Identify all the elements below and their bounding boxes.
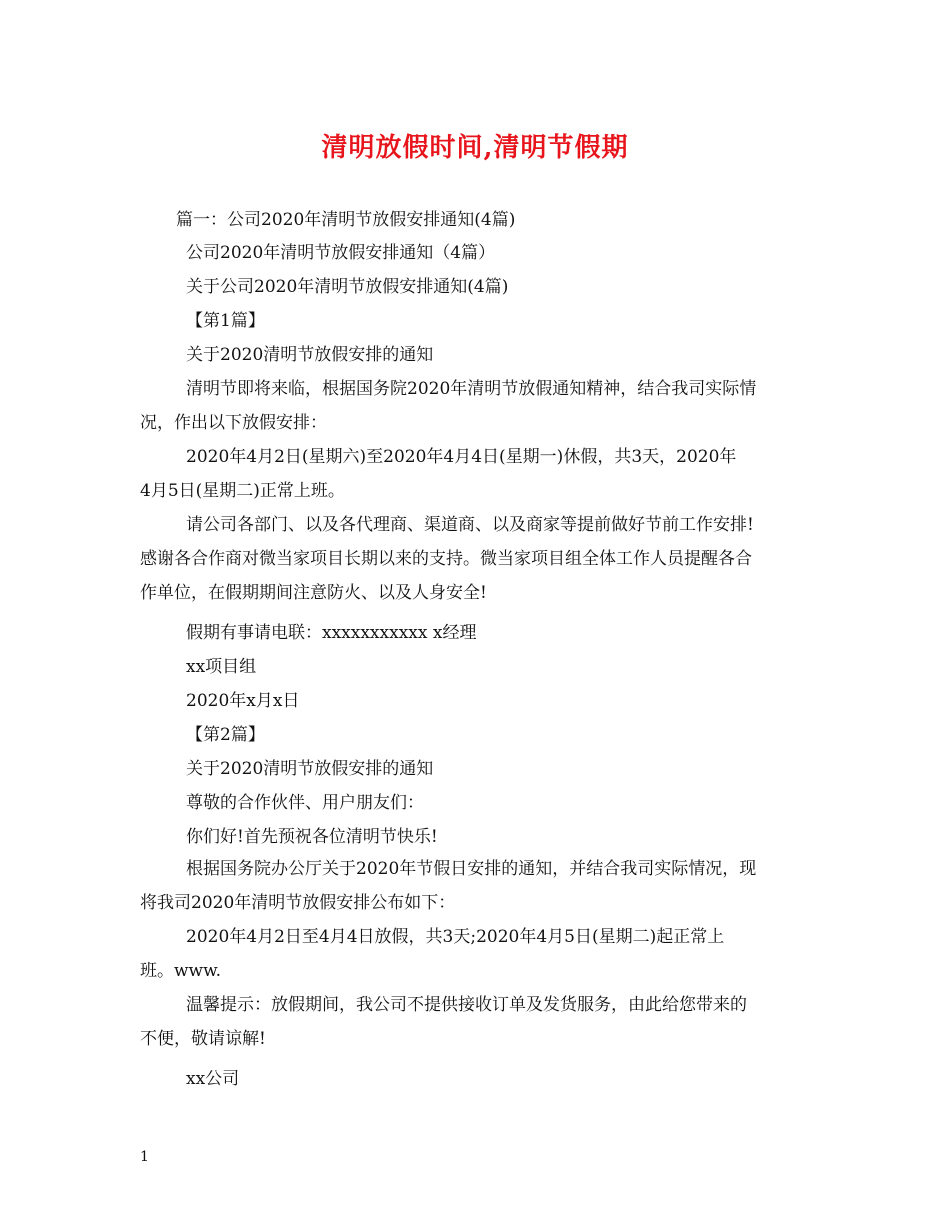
text-line: 感谢各合作商对微当家项目长期以来的支持。微当家项目组全体工作人员提醒各合: [140, 549, 752, 569]
text-line: 2020年x月x日: [186, 691, 300, 711]
text-line: 2020年4月2日至4月4日放假，共3天;2020年4月5日(星期二)起正常上: [186, 927, 725, 947]
text-line: 况，作出以下放假安排：: [140, 413, 327, 433]
text-line: 清明节即将来临，根据国务院2020年清明节放假通知精神，结合我司实际情: [186, 379, 757, 399]
text-line: 根据国务院办公厅关于2020年节假日安排的通知，并结合我司实际情况，现: [186, 859, 757, 879]
text-line: 公司2020年清明节放假安排通知（4篇）: [186, 243, 496, 263]
text-line: 篇一：公司2020年清明节放假安排通知(4篇): [176, 210, 516, 230]
text-line: 4月5日(星期二)正常上班。: [140, 481, 345, 501]
text-line: 关于公司2020年清明节放假安排通知(4篇): [186, 277, 509, 297]
text-line: 2020年4月2日(星期六)至2020年4月4日(星期一)休假，共3天，2020年: [186, 447, 737, 467]
text-line: xx公司: [186, 1069, 240, 1089]
text-line: xx项目组: [186, 657, 257, 677]
text-line: 【第2篇】: [186, 725, 265, 745]
text-line: 作单位，在假期期间注意防火、以及人身安全!: [140, 583, 487, 603]
text-line: 班。www.: [140, 961, 222, 981]
text-line: 请公司各部门、以及各代理商、渠道商、以及商家等提前做好节前工作安排!: [186, 515, 754, 535]
text-line: 你们好!首先预祝各位清明节快乐!: [186, 827, 438, 847]
text-line: 关于2020清明节放假安排的通知: [186, 345, 434, 365]
text-line: 关于2020清明节放假安排的通知: [186, 759, 434, 779]
text-line: 不便，敬请谅解!: [140, 1029, 266, 1049]
page-number: 1: [140, 1149, 149, 1165]
text-line: 【第1篇】: [186, 311, 265, 331]
text-line: 温馨提示：放假期间，我公司不提供接收订单及发货服务，由此给您带来的: [186, 995, 747, 1015]
document-title: 清明放假时间,清明节假期: [321, 133, 629, 163]
text-line: 尊敬的合作伙伴、用户朋友们：: [186, 793, 424, 813]
text-line: 假期有事请电联：xxxxxxxxxxx x经理: [186, 623, 477, 643]
text-line: 将我司2020年清明节放假安排公布如下：: [140, 893, 456, 913]
